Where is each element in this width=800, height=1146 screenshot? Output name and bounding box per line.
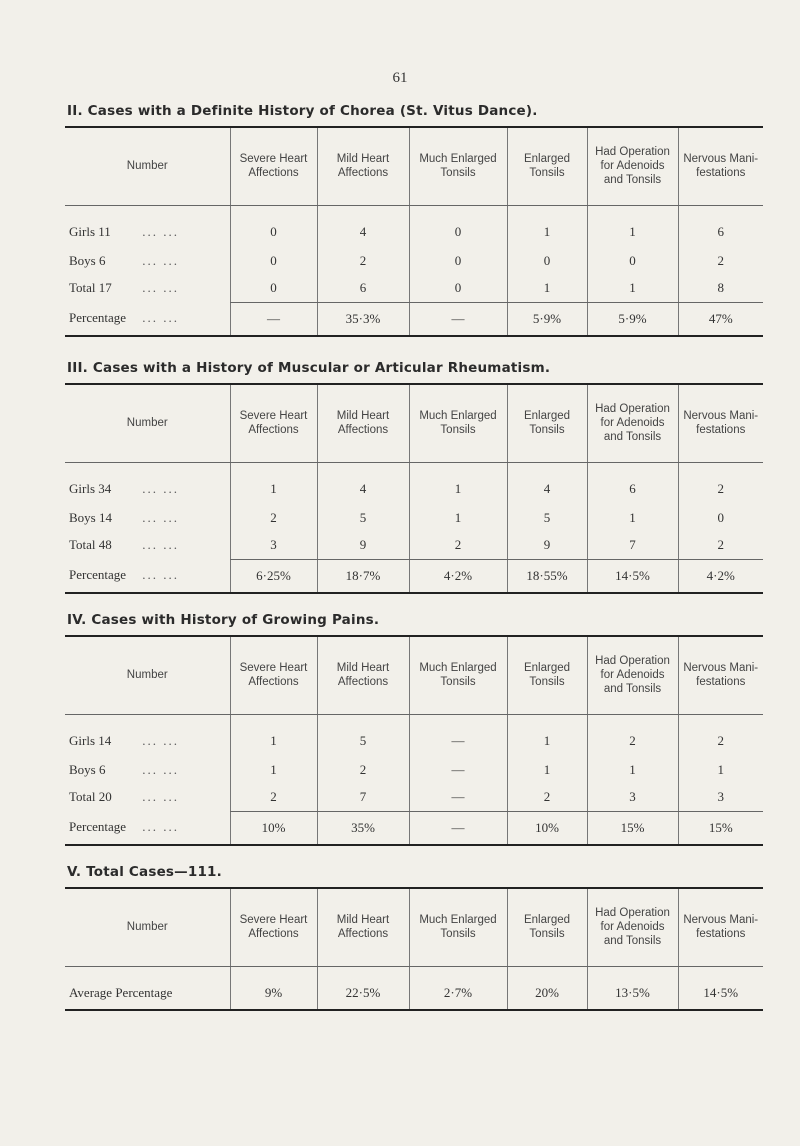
cell: 0 [409,205,507,248]
cell: 1 [587,275,678,303]
cell: 14·5% [587,559,678,593]
row-label: Percentage ... ... [65,811,230,845]
cell: 2 [507,784,587,812]
cell: 2 [317,757,409,784]
row-label: Total 17 ... ... [69,280,179,296]
cell: 10% [507,811,587,845]
section-chorea [65,103,765,337]
header-nervous: Nervous Mani-festations [678,888,763,966]
cell: 3 [587,784,678,812]
cell: 4 [317,205,409,248]
cell: 5 [317,714,409,757]
table-row [65,532,763,560]
cell: 2 [230,505,317,532]
header-nervous: Nervous Mani-festations [678,636,763,714]
table-row [65,559,763,593]
cell: 4 [507,462,587,505]
header-operation: Had Operation for Adenoids and Tonsils [587,888,678,966]
cell: 5 [507,505,587,532]
header-operation: Had Operation for Adenoids and Tonsils [587,127,678,205]
cell: 1 [678,757,763,784]
cell: 0 [409,275,507,303]
table-row [65,505,763,532]
cell: 1 [507,757,587,784]
cell: 1 [409,505,507,532]
cell: 22·5% [317,966,409,1010]
cell: 9% [230,966,317,1010]
cell: 0 [230,248,317,275]
header-mild-heart: Mild Heart Affections [317,888,409,966]
header-mild-heart: Mild Heart Affections [317,384,409,462]
row-label: Boys 6 ... ... [69,762,179,777]
table-row [65,966,763,1010]
cell: 5 [317,505,409,532]
section-growing-pains [65,612,765,846]
cell: 4·2% [678,559,763,593]
cell: 1 [507,205,587,248]
section-title: V. Total Cases—111. [67,864,222,880]
table-row [65,757,763,784]
cell: 4 [317,462,409,505]
cell: 47% [678,302,763,336]
header-nervous: Nervous Mani-festations [678,127,763,205]
header-enlarged: Enlarged Tonsils [507,888,587,966]
cell: 15% [587,811,678,845]
cell: 8 [678,275,763,303]
header-much-enlarged: Much Enlarged Tonsils [409,888,507,966]
header-mild-heart: Mild Heart Affections [317,636,409,714]
table-row [65,275,763,303]
header-severe-heart: Severe Heart Affections [230,384,317,462]
row-label: Girls 11 ... ... [69,223,179,239]
cell: 0 [507,248,587,275]
section-total-cases [65,864,765,1011]
cell: 15% [678,811,763,845]
cell: — [409,757,507,784]
cell: — [409,811,507,845]
cell: 20% [507,966,587,1010]
cell: 35·3% [317,302,409,336]
row-label: Percentage ... ... [65,559,230,593]
cell: — [409,714,507,757]
table-row [65,205,763,248]
section-title: II. Cases with a Definite History of Chorea (St. Vitus Dance). [67,103,538,119]
cell: 14·5% [678,966,763,1010]
cell: 2 [678,714,763,757]
cell: 18·55% [507,559,587,593]
table-row [65,302,763,336]
cell: 2 [409,532,507,560]
section-title: IV. Cases with History of Growing Pains. [67,612,380,628]
header-severe-heart: Severe Heart Affections [230,127,317,205]
cell: 2·7% [409,966,507,1010]
cell: 0 [230,205,317,248]
cell: 2 [587,714,678,757]
table-row [65,811,763,845]
cell: 2 [678,462,763,505]
cell: 7 [587,532,678,560]
cell: 7 [317,784,409,812]
cell: 1 [587,205,678,248]
cell: 2 [230,784,317,812]
row-label: Total 48 ... ... [69,537,179,553]
section-rheumatism [65,360,765,594]
header-severe-heart: Severe Heart Affections [230,888,317,966]
row-label: Girls 34 ... ... [69,480,179,496]
table-row [65,714,763,757]
cell: 2 [678,532,763,560]
row-label: Total 20 ... ... [69,789,179,805]
header-operation: Had Operation for Adenoids and Tonsils [587,636,678,714]
total-cases-table [65,887,763,1011]
header-enlarged: Enlarged Tonsils [507,384,587,462]
header-much-enlarged: Much Enlarged Tonsils [409,384,507,462]
header-number: Number [65,888,230,966]
header-much-enlarged: Much Enlarged Tonsils [409,127,507,205]
cell: 2 [317,248,409,275]
cell: 1 [230,757,317,784]
row-label: Percentage ... ... [65,302,230,336]
cell: 6 [317,275,409,303]
header-number: Number [65,636,230,714]
chorea-table [65,126,763,337]
cell: 1 [587,757,678,784]
header-operation: Had Operation for Adenoids and Tonsils [587,384,678,462]
header-nervous: Nervous Mani-festations [678,384,763,462]
header-number: Number [65,127,230,205]
cell: 6 [678,205,763,248]
header-severe-heart: Severe Heart Affections [230,636,317,714]
cell: 1 [507,275,587,303]
table-row [65,462,763,505]
header-mild-heart: Mild Heart Affections [317,127,409,205]
rheumatism-table [65,383,763,594]
table-row [65,784,763,812]
cell: 6·25% [230,559,317,593]
cell: 1 [587,505,678,532]
section-title: III. Cases with a History of Muscular or Articular Rheumatism. [67,360,551,376]
cell: — [409,784,507,812]
growing-pains-table [65,635,763,846]
cell: — [230,302,317,336]
row-label: Boys 14 ... ... [69,510,179,525]
cell: 0 [409,248,507,275]
header-enlarged: Enlarged Tonsils [507,636,587,714]
cell: 1 [507,714,587,757]
header-enlarged: Enlarged Tonsils [507,127,587,205]
page-number: 61 [392,70,408,86]
row-label: Average Percentage [65,966,230,1010]
cell: 3 [230,532,317,560]
row-label: Girls 14 ... ... [69,732,179,748]
row-label: Boys 6 ... ... [69,253,179,268]
cell: 0 [678,505,763,532]
header-number: Number [65,384,230,462]
header-much-enlarged: Much Enlarged Tonsils [409,636,507,714]
cell: 6 [587,462,678,505]
cell: 18·7% [317,559,409,593]
cell: 9 [317,532,409,560]
cell: 4·2% [409,559,507,593]
cell: 5·9% [507,302,587,336]
cell: 5·9% [587,302,678,336]
cell: — [409,302,507,336]
cell: 3 [678,784,763,812]
table-row [65,248,763,275]
cell: 0 [230,275,317,303]
cell: 35% [317,811,409,845]
cell: 10% [230,811,317,845]
cell: 9 [507,532,587,560]
cell: 13·5% [587,966,678,1010]
cell: 1 [230,714,317,757]
cell: 2 [678,248,763,275]
cell: 0 [587,248,678,275]
cell: 1 [230,462,317,505]
cell: 1 [409,462,507,505]
